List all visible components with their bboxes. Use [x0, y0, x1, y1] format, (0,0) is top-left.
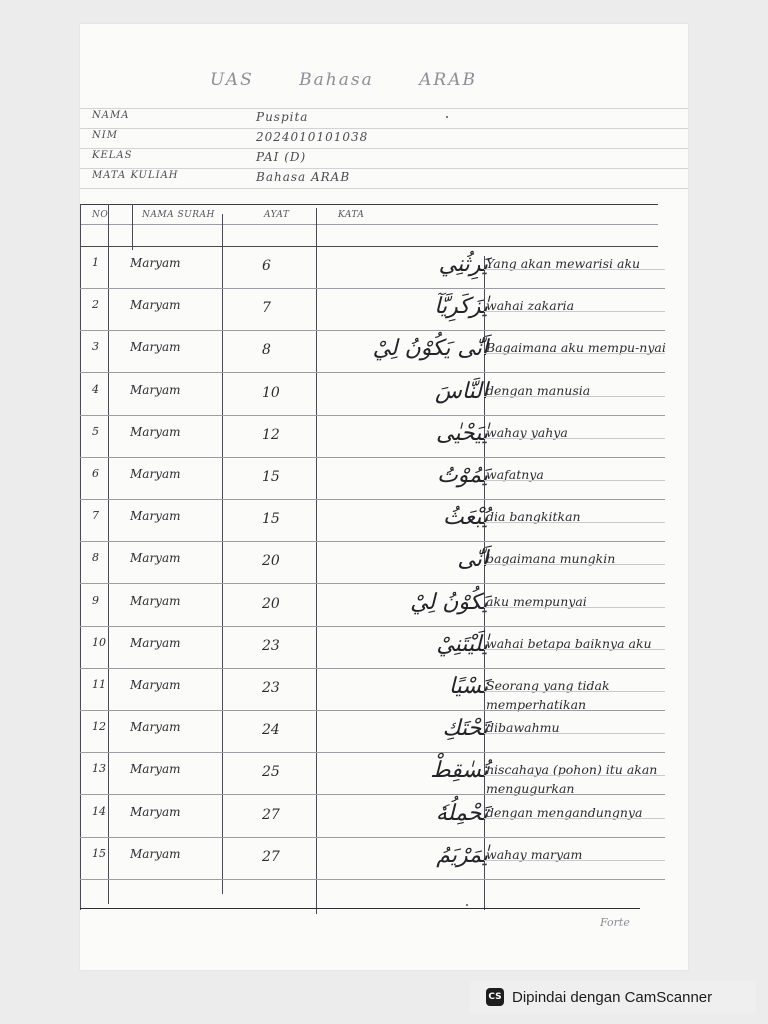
header-label: KELAS: [92, 150, 133, 161]
document-title: [210, 70, 515, 90]
ruled-line: [484, 860, 665, 861]
ruled-line: [80, 372, 665, 373]
arabic-word: يٰمَرْيَمُ: [436, 842, 488, 868]
surah-name: Maryam: [130, 424, 181, 439]
table-row: [80, 799, 688, 841]
table-row: [80, 714, 688, 756]
ruled-line: [484, 311, 665, 312]
title-word-exam: UAS: [210, 70, 254, 90]
ruled-line: [80, 794, 665, 795]
ruled-line: [80, 415, 665, 416]
camscanner-label: Dipindai dengan CamScanner: [512, 988, 713, 1006]
header-label: NAMA: [92, 110, 130, 121]
row-number: 7: [92, 509, 99, 523]
scanned-paper: [80, 24, 688, 970]
column-header-surah: NAMA SURAH: [142, 210, 215, 220]
ruled-line: [484, 269, 665, 270]
surah-name: Maryam: [130, 635, 181, 650]
title-word-language: Bahasa: [299, 70, 374, 90]
indonesian-translation: bagaimana mungkin: [486, 551, 616, 567]
indonesian-translation: Seorang yang tidak memperhatikan: [486, 678, 610, 712]
ruled-line: [80, 879, 665, 880]
table-header-bottom-border: [80, 246, 658, 247]
ruled-line: [484, 353, 665, 354]
surah-name: Maryam: [130, 720, 181, 735]
ayah-number: 10: [262, 384, 280, 401]
column-header-ayat: AYAT: [264, 210, 290, 220]
row-number: 9: [92, 593, 99, 607]
surah-name: Maryam: [130, 382, 181, 397]
column-header-no: NO: [92, 210, 109, 220]
ruled-line: [80, 583, 665, 584]
indonesian-translation: wahai betapa baiknya aku: [486, 635, 652, 651]
ruled-line: [80, 457, 665, 458]
ruled-line: [484, 649, 665, 650]
surah-name: Maryam: [130, 678, 181, 692]
arabic-word: يٰزَكَرِيَّآ: [434, 294, 488, 320]
surah-name: Maryam: [130, 467, 181, 481]
row-number: 14: [92, 804, 106, 818]
ruled-line: [80, 148, 688, 149]
arabic-word: يَكُوْنُ لِيْ: [410, 589, 488, 615]
table-row: [80, 756, 688, 798]
ayah-number: 15: [262, 469, 280, 485]
table-row: [80, 545, 688, 587]
camscanner-logo-icon: CS: [486, 988, 504, 1006]
indonesian-translation: wahai zakaria: [486, 298, 575, 314]
pen-dot: [466, 904, 468, 906]
header-label: NIM: [92, 130, 118, 141]
ruled-line: [484, 607, 665, 608]
surah-name: Maryam: [130, 340, 181, 355]
row-number: 2: [92, 298, 99, 312]
row-number: 12: [92, 720, 106, 734]
row-number: 4: [92, 382, 99, 396]
ayah-number: 15: [262, 511, 280, 528]
arabic-word: يٰلَيْتَنِيْ: [436, 631, 488, 657]
ruled-line: [80, 188, 688, 189]
ruled-line: [80, 541, 665, 542]
row-number: 6: [92, 467, 99, 480]
ruled-line: [80, 108, 688, 109]
ruled-line: [80, 668, 665, 669]
indonesian-translation: Bagaimana aku mempu-nyai: [486, 340, 666, 356]
table-row: [80, 377, 688, 419]
table-row: [80, 250, 688, 292]
arabic-word: يٰيَحْيٰى: [436, 420, 488, 446]
ruled-line: [80, 626, 665, 627]
arabic-word: النَّاسَ: [434, 378, 488, 404]
ayah-number: 27: [262, 806, 280, 823]
table-row: [80, 672, 688, 714]
indonesian-translation: dengan mengandungnya: [486, 804, 643, 820]
ayah-number: 20: [262, 595, 280, 612]
ruled-line: [484, 438, 665, 439]
indonesian-translation: Yang akan mewarisi aku: [486, 256, 641, 271]
surah-name: Maryam: [130, 804, 181, 819]
ruled-line: [484, 775, 665, 776]
ruled-line: [80, 499, 665, 500]
arabic-word: يَرِثُنِي: [438, 252, 488, 277]
camscanner-badge: [470, 981, 756, 1013]
table-header-line: [80, 224, 658, 225]
pen-dot: [446, 116, 448, 118]
ayah-number: 12: [262, 426, 280, 443]
arabic-word: نَسْيًا: [448, 674, 488, 699]
row-number: 1: [92, 256, 99, 269]
ruled-line: [80, 330, 665, 331]
row-number: 8: [92, 551, 99, 565]
ruled-line: [80, 128, 688, 129]
ayah-number: 23: [262, 680, 280, 696]
table-row: [80, 292, 688, 334]
ruled-line: [80, 710, 665, 711]
ruled-line: [484, 396, 665, 397]
title-word-arab: ARAB: [419, 70, 477, 90]
header-value: PAI (D): [256, 150, 307, 164]
ruled-line: [484, 818, 665, 819]
header-value: Puspita: [256, 110, 309, 124]
header-value: 2024010101038: [256, 130, 369, 144]
surah-name: Maryam: [130, 593, 181, 608]
surah-name: Maryam: [130, 551, 181, 566]
ruled-line: [484, 522, 665, 523]
ruled-line: [484, 480, 665, 481]
surah-name: Maryam: [130, 846, 181, 861]
table-row: [80, 841, 688, 883]
indonesian-translation: wahay yahya: [486, 424, 568, 440]
ayah-number: 27: [262, 848, 280, 865]
indonesian-translation: aku mempunyai: [486, 593, 587, 609]
ruled-line: [80, 168, 688, 169]
row-number: 10: [92, 635, 106, 649]
table-row: [80, 503, 688, 545]
arabic-word: يَمُوْتُ: [437, 463, 488, 488]
surah-name: Maryam: [130, 509, 181, 524]
arabic-word: اَنّٰى يَكُوْنُ لِيْ: [372, 336, 488, 362]
header-value: Bahasa ARAB: [256, 170, 351, 184]
table-row: [80, 630, 688, 672]
ruled-line: [80, 288, 665, 289]
ruled-line: [484, 733, 665, 734]
arabic-word: تَحْمِلُهٗ: [435, 800, 488, 826]
ayah-number: 24: [262, 722, 280, 739]
indonesian-translation: wahay maryam: [486, 846, 583, 862]
ruled-line: [484, 691, 665, 692]
row-number: 13: [92, 762, 106, 776]
indonesian-translation: dengan manusia: [486, 382, 591, 398]
table-row: [80, 419, 688, 461]
row-number: 5: [92, 424, 99, 438]
arabic-word: اَنّٰى: [457, 547, 488, 573]
row-number: 3: [92, 340, 99, 354]
row-number: 11: [92, 678, 106, 691]
table-row: [80, 461, 688, 503]
ayah-number: 7: [262, 300, 271, 317]
indonesian-translation: niscahaya (pohon) itu akan mengugurkan: [486, 762, 658, 797]
ayah-number: 8: [262, 342, 271, 359]
footer-mark: Forte: [600, 916, 630, 929]
arabic-word: يُبْعَثُ: [443, 505, 488, 531]
ruled-line: [80, 837, 665, 838]
ruled-line: [80, 752, 665, 753]
table-row: [80, 588, 688, 630]
table-bottom-border: [80, 908, 640, 909]
surah-name: Maryam: [130, 298, 181, 313]
indonesian-translation: dibawahmu: [486, 720, 560, 736]
surah-name: Maryam: [130, 256, 181, 270]
table-top-border: [80, 204, 658, 205]
column-divider: [132, 204, 133, 250]
ayah-number: 25: [262, 764, 280, 781]
ayah-number: 20: [262, 553, 280, 570]
column-header-kata: KATA: [338, 210, 365, 220]
table-row: [80, 334, 688, 376]
header-label: MATA KULIAH: [92, 170, 179, 181]
row-number: 15: [92, 846, 106, 860]
ayah-number: 23: [262, 637, 280, 654]
indonesian-translation: dia bangkitkan: [486, 509, 581, 525]
ayah-number: 6: [262, 258, 271, 274]
arabic-word: تَحْتَكِ: [442, 716, 488, 742]
indonesian-translation: wafatnya: [486, 467, 544, 482]
ruled-line: [484, 564, 665, 565]
arabic-word: تُسٰقِطْ: [430, 758, 488, 784]
surah-name: Maryam: [130, 762, 181, 777]
